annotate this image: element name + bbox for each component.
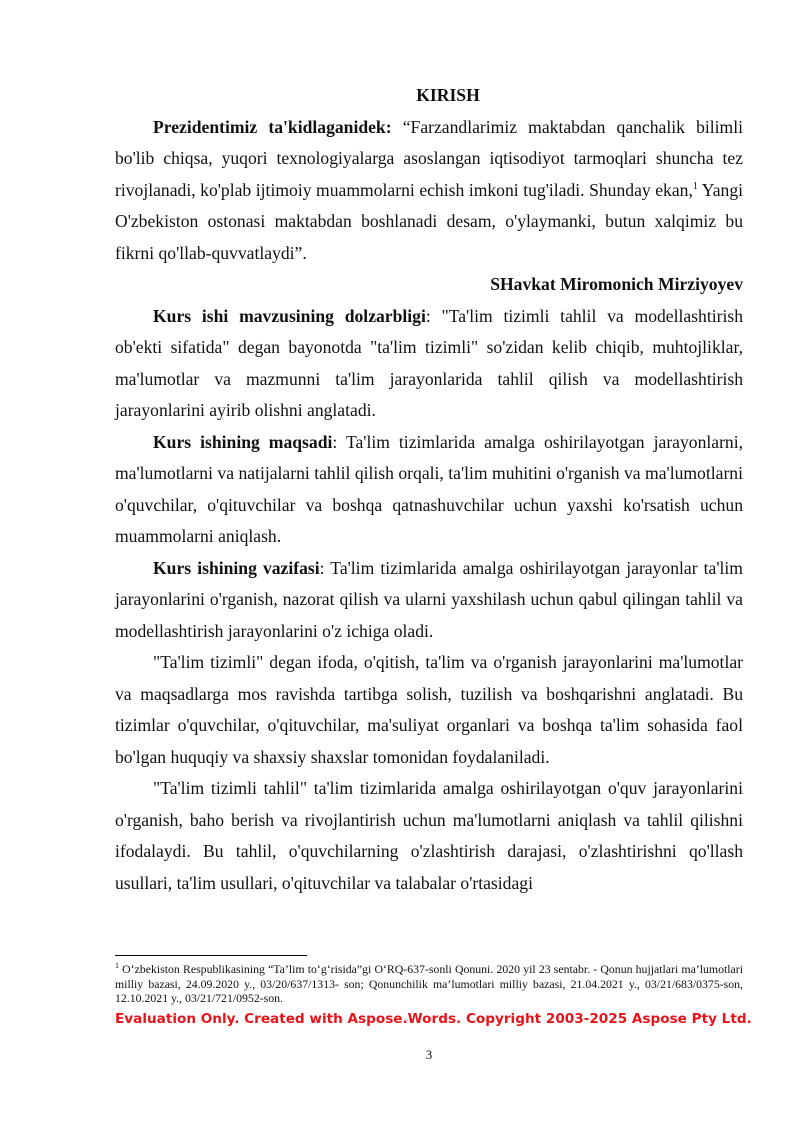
page-number: 3 [425,1047,433,1062]
paragraph-text: : "Ta'lim tizimli tahlil va modellashtirish ob'ekti sifatida" degan bayonotda "ta'lim tizimli" so'zidan kelib chiqib, muhtojliklar, ma'lumotlar va mazmunni ta'lim jarayonlarida tahlil qilish va modellashtirish jarayonlarini ayirib olishni anglatadi. [115,305,743,420]
paragraph-text: : Ta'lim tizimlarida amalga oshirilayotgan jarayonlar ta'lim jarayonlarini o'rganish, nazorat qilish va ularni yaxshilash uchun qabul qilingan tahlil va modellashtirish jarayonlarini o'z ichiga oladi. [115,557,743,641]
footnote-reference[interactable]: 1 [692,180,698,192]
epigraph-author: SHavkat Miromonich Mirziyoyev [490,274,743,294]
epigraph-lead: Prezidentimiz ta'kidlaganidek: [153,116,392,137]
paragraph-systemic-analysis [115,773,743,899]
paragraph-lead: Kurs ishining vazifasi [153,557,320,578]
evaluation-watermark: Evaluation Only. Created with Aspose.Words. Copyright 2003-2025 Aspose Pty Ltd. [115,1011,752,1027]
paragraph-goal [115,427,743,553]
paragraph-education-systemic [115,647,743,773]
epigraph-text-before: “Farzandlarimiz maktabdan qanchalik bilimli bo'lib chiqsa, yuqori texnologiyalarga asoslangan iqtisodiyot tarmoqlari shuncha tez rivojlanadi, ko'plab ijtimoiy muammolarni echish imkoni tug'iladi. Shunday ekan, [115,116,743,200]
footnote [115,962,743,1006]
epigraph-text-after: Yangi O'zbekiston ostonasi maktabdan boshlanadi desam, o'ylaymanki, butun xalqimiz bu fikrni qo'llab-quvvatlaydi”. [115,179,743,263]
paragraph-relevance [115,301,743,427]
paragraph-text: "Ta'lim tizimli" degan ifoda, o'qitish, ta'lim va o'rganish jarayonlarini ma'lumotlar va maqsadlarga mos ravishda tartibga solish, tuzilish va boshqarishni anglatadi. Bu tizimlar o'quvchilar, o'qituvchilar, ma'suliyat organlari va boshqa ta'lim sohasida faol bo'lgan huquqiy va shaxsiy shaxslar tomonidan foydalaniladi. [115,652,743,767]
section-heading: KIRISH [416,85,480,105]
paragraph-lead: Kurs ishi mavzusining dolzarbligi [153,305,426,326]
epigraph-paragraph [115,112,743,270]
paragraph-text: "Ta'lim tizimli tahlil" ta'lim tizimlarida amalga oshirilayotgan o'quv jarayonlarini o'rganish, baho berish va rivojlantirish uchun ma'lumotlarni aniqlash va tahlil qilishni ifodalaydi. Bu tahlil, o'quvchilarning o'zlashtirish darajasi, o'zlashtirishni qo'llash usullari, ta'lim usullari, o'qituvchilar va talabalar o'rtasidagi [115,778,743,893]
footnote-marker: 1 [115,961,119,971]
paragraph-text: : Ta'lim tizimlarida amalga oshirilayotgan jarayonlarni, ma'lumotlarni va natijalarni tahlil qilish orqali, ta'lim muhitini o'rganish va ma'lumotlarni o'quvchilar, o'qituvchilar va boshqa qatnashuvchilar uchun yaxshi ko'rsatish uchun muammolarni aniqlash. [115,431,744,546]
paragraph-lead: Kurs ishining maqsadi [153,431,333,452]
footnote-text: O‘zbekiston Respublikasining “Ta’lim to‘g‘risida”gi O‘RQ-637-sonli Qonuni. 2020 yil 23 sentabr. - Qonun hujjatlari ma’lumotlari milliy bazasi, 24.09.2020 y., 03/20/637/1313- son; Qonunchilik ma’lumotlari milliy bazasi, 21.04.2021 y., 03/21/683/0375-son, 12.10.2021 y., 03/21/721/0952-son. [115,962,743,1005]
footnote-separator [115,955,307,956]
body-text [115,80,743,899]
paragraph-tasks [115,553,743,648]
